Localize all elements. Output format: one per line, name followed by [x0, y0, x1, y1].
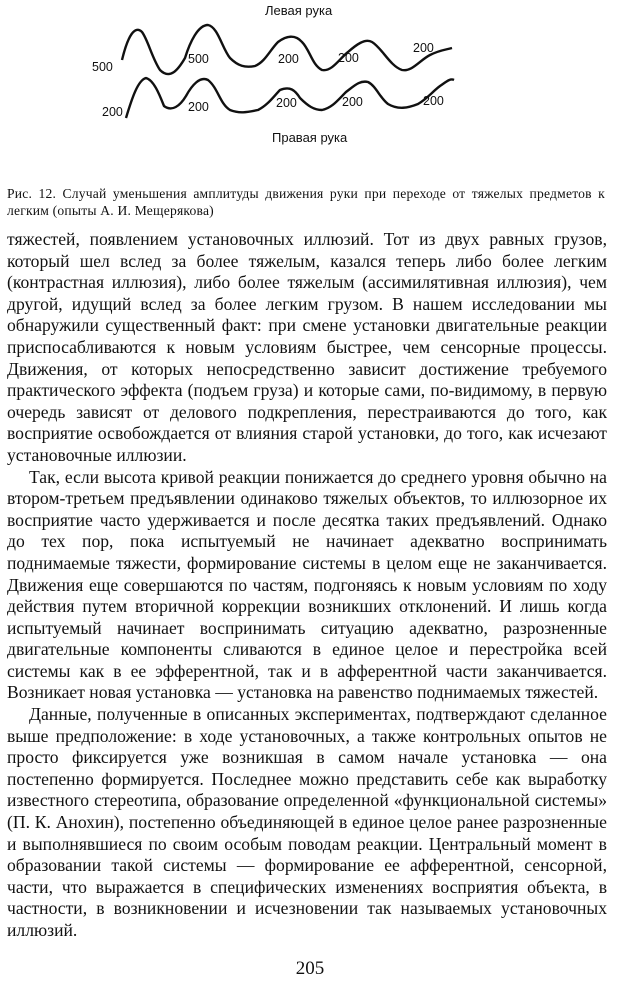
- upper-mark-2: 200: [278, 52, 299, 66]
- paragraph-1: тяжестей, появлением установочных иллюзий. Тот из двух равных грузов, который шел вслед за более тяжелым, казался теперь либо более легким (контрастная иллюзия), либо более тяжелым (ассимилятивная иллюзия), чем другой, идущий вслед за более легким грузом. В нашем исследовании мы обнаружили существенный факт: при смене установки двигательные реакции приспосабливаются к новым условиям быстрее, чем сенсорные процессы. Движения, от которых непосредственно зависит достижение требуемого практического эффекта (подъем груза) и которые сами, по-видимому, в первую очередь зависят от делового подкрепления, перестраиваются до того, как восприятие освобождается от влияния старой установки, до того, как исчезают установочные иллюзии.: [7, 229, 607, 465]
- lower-mark-2: 200: [276, 96, 297, 110]
- left-lower-label: 200: [102, 105, 123, 119]
- paragraph-2: Так, если высота кривой реакции понижается до среднего уровня обычно на втором-третьем предъявлении одинаково тяжелых объектов, то иллюзорное их восприятие часто удерживается и после десятка таких предъявлений. Однако до тех пор, пока испытуемый не начинает адекватно воспринимать поднимаемые тяжести, формирование системы в целом еще не заканчивается. Движения еще совершаются по частям, подгоняясь к новым условиям по ходу действия путем вторичной коррекции возникших отклонений. И лишь когда испытуемый начинает воспринимать ситуацию адекватно, разрозненные двигательные компоненты сливаются в единое целое и перестройка всей системы как в ее эфферентной, так и в афферентной части заканчивается. Возникает новая установка — установка на равенство поднимаемых тяжестей.: [7, 466, 607, 703]
- left-hand-label: Левая рука: [265, 3, 333, 18]
- upper-mark-3: 200: [338, 51, 359, 65]
- lower-mark-1: 200: [188, 100, 209, 114]
- upper-mark-4: 200: [413, 41, 434, 55]
- page-number: 205: [295, 958, 325, 979]
- lower-mark-3: 200: [342, 95, 363, 109]
- left-upper-label: 500: [92, 60, 113, 74]
- body-text: [7, 229, 607, 942]
- figure-amplitude-curves: [90, 0, 510, 165]
- figure-caption: Рис. 12. Случай уменьшения амплитуды движения руки при переходе от тяжелых предметов к легким (опыты А. И. Мещерякова): [7, 186, 605, 218]
- paragraph-3: Данные, полученные в описанных экспериментах, подтверждают сделанное выше предположение: в ходе установочных, а также контрольных опытов не просто фиксируется уже возникшая в самом начале установка — она постепенно формируется. Последнее можно представить себе как выработку известного стереотипа, образование определенной «функциональной системы» (П. К. Анохин), постепенно объединяющей в единое целое ранее разрозненные и выполнявшиеся по своим особым поводам реакции. Центральный момент в образовании такой системы — формирование ее афферентной, сенсорной, части, что выражается в специфических изменениях восприятия объекта, в частности, в возникновении и исчезновении так называемых установочных иллюзий.: [7, 704, 607, 940]
- upper-mark-1: 500: [188, 52, 209, 66]
- lower-mark-4: 200: [423, 94, 444, 108]
- curves-svg: [90, 0, 510, 165]
- left-hand-curve: [122, 25, 452, 74]
- right-hand-label: Правая рука: [272, 130, 348, 145]
